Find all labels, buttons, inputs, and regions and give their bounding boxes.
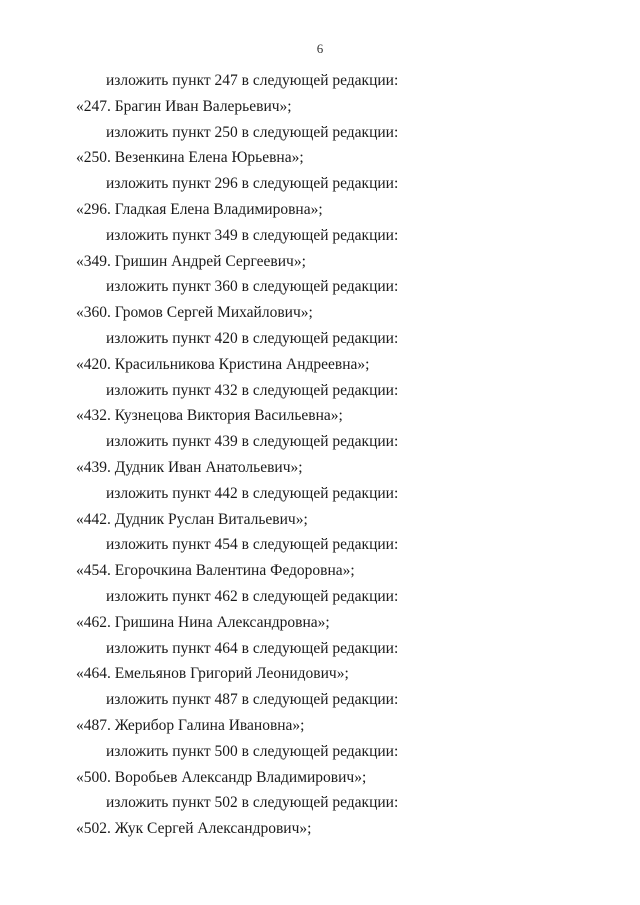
amendment-instruction: изложить пункт 420 в следующей редакции: — [106, 329, 399, 347]
amendment-entry: «464. Емельянов Григорий Леонидович»; — [76, 665, 349, 683]
amendment-entry: «296. Гладкая Елена Владимировна»; — [76, 200, 323, 218]
amendment-entry: «462. Гришина Нина Александровна»; — [76, 613, 330, 631]
amendment-instruction: изложить пункт 464 в следующей редакции: — [106, 639, 399, 657]
amendment-instruction: изложить пункт 442 в следующей редакции: — [106, 484, 399, 502]
page-number: 6 — [316, 41, 324, 56]
amendment-entry: «442. Дудник Руслан Витальевич»; — [76, 510, 308, 528]
amendment-instruction: изложить пункт 296 в следующей редакции: — [106, 175, 399, 193]
amendment-instruction: изложить пункт 349 в следующей редакции: — [106, 226, 399, 244]
amendment-entry: «250. Везенкина Елена Юрьевна»; — [76, 149, 304, 167]
amendment-entry: «432. Кузнецова Виктория Васильевна»; — [76, 407, 343, 425]
amendment-instruction: изложить пункт 360 в следующей редакции: — [106, 278, 399, 296]
amendment-instruction: изложить пункт 500 в следующей редакции: — [106, 742, 399, 760]
amendment-entry: «349. Гришин Андрей Сергеевич»; — [76, 252, 306, 270]
amendment-instruction: изложить пункт 462 в следующей редакции: — [106, 587, 399, 605]
amendment-entry: «502. Жук Сергей Александрович»; — [76, 820, 312, 838]
amendment-instruction: изложить пункт 454 в следующей редакции: — [106, 536, 399, 554]
amendment-instruction: изложить пункт 250 в следующей редакции: — [106, 123, 399, 141]
amendment-instruction: изложить пункт 502 в следующей редакции: — [106, 794, 399, 812]
amendment-entry: «247. Брагин Иван Валерьевич»; — [76, 97, 292, 115]
amendment-instruction: изложить пункт 487 в следующей редакции: — [106, 691, 399, 709]
amendment-entry: «420. Красильникова Кристина Андреевна»; — [76, 355, 370, 373]
document-body — [0, 68, 640, 842]
amendment-entry: «454. Егорочкина Валентина Федоровна»; — [76, 562, 355, 580]
amendment-entry: «360. Громов Сергей Михайлович»; — [76, 304, 313, 322]
amendment-instruction: изложить пункт 439 в следующей редакции: — [106, 433, 399, 451]
amendment-entry: «487. Жерибор Галина Ивановна»; — [76, 716, 305, 734]
amendment-entry: «500. Воробьев Александр Владимирович»; — [76, 768, 367, 786]
amendment-instruction: изложить пункт 247 в следующей редакции: — [106, 72, 399, 89]
amendment-entry: «439. Дудник Иван Анатольевич»; — [76, 458, 303, 476]
amendment-instruction: изложить пункт 432 в следующей редакции: — [106, 381, 399, 399]
